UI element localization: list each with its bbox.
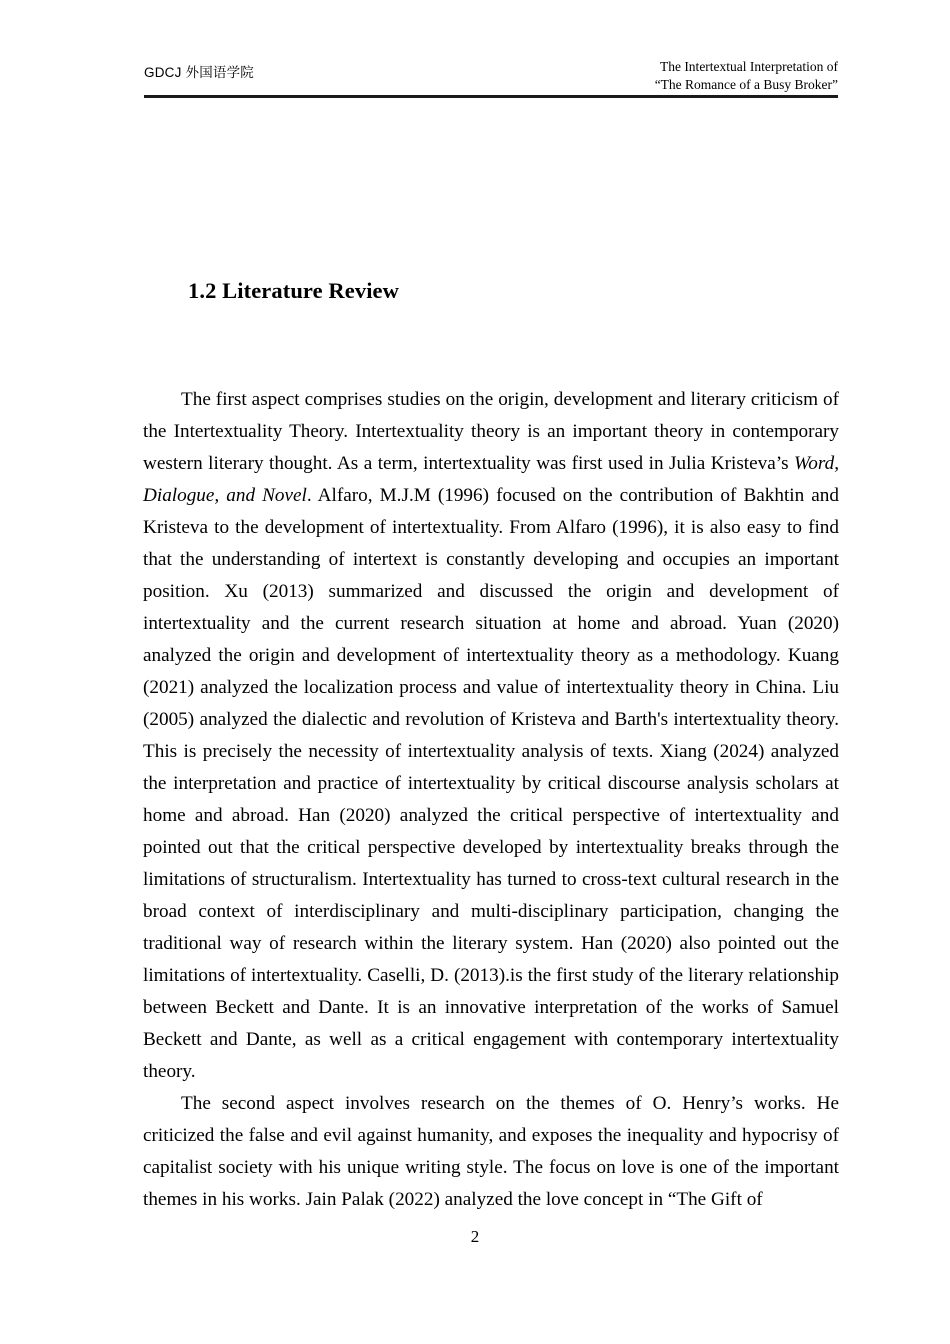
header-thesis-title (655, 58, 838, 93)
paragraph-first-aspect (143, 384, 839, 1088)
header-institution: GDCJ 外国语学院 (144, 65, 254, 80)
header-divider-rule (144, 95, 838, 98)
paragraph-second-aspect: The second aspect involves research on the themes of O. Henry’s works. He criticized the false and evil against humanity, and exposes the inequality and hypocrisy of capitalist society with his unique writing style. The focus on love is one of the important themes in his works. Jain Palak (2022) analyzed the love concept in “The Gift of (143, 1093, 839, 1210)
header-title-line-1: The Intertextual Interpretation of (659, 59, 838, 74)
header-row (144, 58, 838, 93)
italic-work-title: Word, Dialogue, and Novel (143, 453, 839, 506)
paragraph-1-text-part-2: . Alfaro, M.J.M (1996) focused on the contribution of Bakhtin and Kristeva to the development of intertextuality. From Alfaro (1996), it is also easy to find that the understanding of intertext is constantly developing and occupies an important position. Xu (2013) summarized and discussed the origin and development of intertextuality and the current research situation at home and abroad. Yuan (2020) analyzed the origin and development of intertextuality theory as a methodology. Kuang (2021) analyzed the localization process and value of intertextuality theory in China. Liu (2005) analyzed the dialectic and revolution of Kristeva and Barth's intertextuality theory. This is precisely the necessity of intertextuality analysis of texts. Xiang (2024) analyzed the interpretation and practice of intertextuality by critical discourse analysis scholars at home and abroad. Han (2020) analyzed the critical perspective of intertextuality and pointed out that the critical perspective developed by intertextuality breaks through the limitations of structuralism. Intertextuality has turned to cross-text cultural research in the broad context of interdisciplinary and multi-disciplinary participation, changing the traditional way of research within the literary system. Han (2020) also pointed out the limitations of intertextuality. Caselli, D. (2013).is the first study of the literary relationship between Beckett and Dante. It is an innovative interpretation of the works of Samuel Beckett and Dante, as well as a critical engagement with contemporary intertextuality theory. (143, 485, 839, 1082)
page-footer (0, 1226, 950, 1248)
section-heading-literature-review: 1.2 Literature Review (188, 278, 399, 303)
page-number: 2 (470, 1227, 480, 1246)
header-title-line-2: “The Romance of a Busy Broker” (654, 76, 838, 92)
page-header (144, 58, 838, 93)
paragraph-1-text-part-1: The first aspect comprises studies on the origin, development and literary criticism of the Intertextuality Theory. Intertextuality theory is an important theory in contemporary western literary thought. As a term, intertextuality was first used in Julia Kristeva’s (143, 389, 839, 474)
document-body (143, 276, 839, 1216)
